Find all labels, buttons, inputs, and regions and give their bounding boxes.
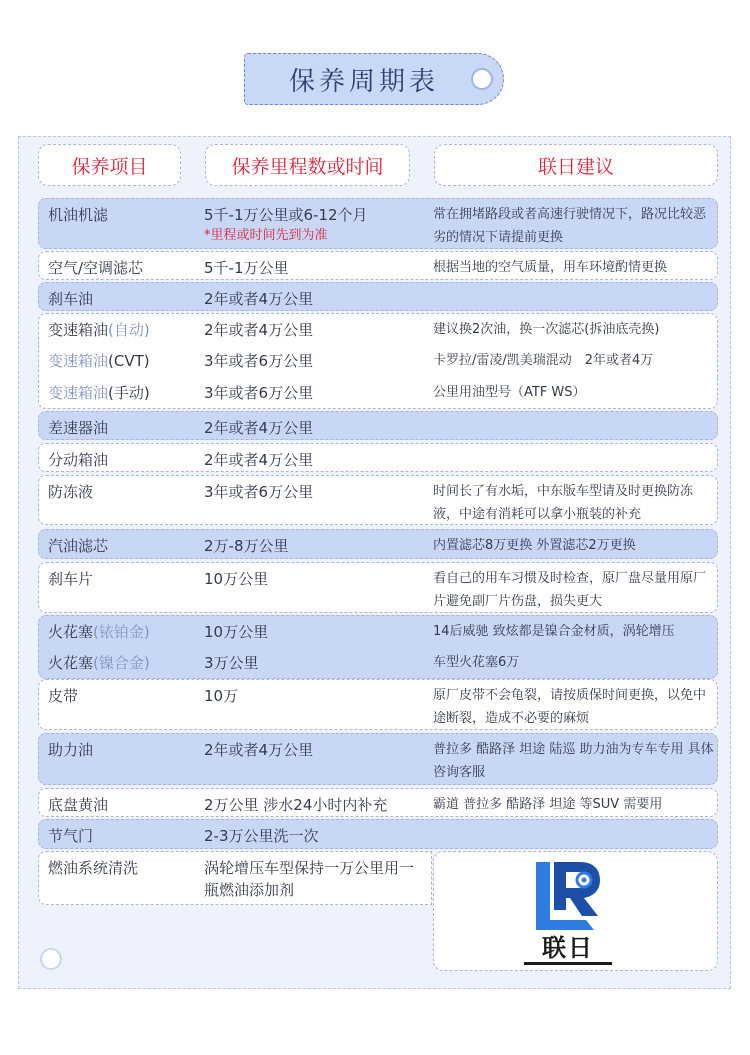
item-cell: 节气门 xyxy=(48,827,94,845)
page-title: 保养周期表 xyxy=(288,66,439,97)
advice-cell: 普拉多 酷路泽 坦途 陆巡 助力油为专车专用 具体咨询客服 xyxy=(433,742,714,780)
item-cell: 变速箱油(手动) xyxy=(48,384,150,402)
item-cell: 空气/空调滤芯 xyxy=(48,259,144,277)
interval-cell: 10万公里 xyxy=(204,623,269,641)
interval-cell: 3年或者6万公里 xyxy=(204,483,314,501)
interval-cell: 2年或者4万公里 xyxy=(204,321,314,339)
item-cell: 变速箱油(自动) xyxy=(48,321,150,339)
interval-cell: 涡轮增压车型保持一万公里用一瓶燃油添加剂 xyxy=(204,859,415,899)
interval-note: *里程或时间先到为准 xyxy=(204,228,328,243)
item-cell: 燃油系统清洗 xyxy=(48,859,139,877)
brand-logo-icon xyxy=(528,858,608,934)
table-row xyxy=(38,679,718,730)
item-cell: 火花塞(铱铂金) xyxy=(48,623,150,641)
interval-cell: 10万公里 xyxy=(204,570,269,588)
table-row xyxy=(38,411,718,440)
item-cell: 汽油滤芯 xyxy=(48,537,109,555)
table-row xyxy=(38,443,718,472)
item-cell: 机油机滤 xyxy=(48,206,109,224)
interval-cell: 3年或者6万公里 xyxy=(204,384,314,402)
table-row xyxy=(38,313,718,345)
advice-cell: 时间长了有水垢，中东版车型请及时更换防冻液，中途有消耗可以拿小瓶装的补充 xyxy=(433,484,694,522)
advice-cell: 根据当地的空气质量，用车环境酌情更换 xyxy=(433,260,668,275)
advice-cell: 霸道 普拉多 酷路泽 坦途 等SUV 需要用 xyxy=(433,797,663,812)
interval-cell: 2年或者4万公里 xyxy=(204,290,314,308)
table-row xyxy=(38,345,718,377)
interval-cell: 10万 xyxy=(204,687,239,705)
advice-cell: 14后威驰 致炫都是镍合金材质，涡轮增压 xyxy=(433,624,675,639)
table-row xyxy=(38,251,718,280)
table-row xyxy=(38,819,718,849)
item-cell: 防冻液 xyxy=(48,483,94,501)
item-cell: 火花塞(镍合金) xyxy=(48,654,150,672)
item-cell: 助力油 xyxy=(48,741,94,759)
item-cell: 差速器油 xyxy=(48,419,109,437)
title-banner xyxy=(244,53,504,105)
advice-cell: 车型火花塞6万 xyxy=(433,655,520,670)
item-cell: 皮带 xyxy=(48,687,79,705)
interval-cell: 5千-1万公里 xyxy=(204,259,289,277)
interval-cell: 3万公里 xyxy=(204,654,259,672)
table-row xyxy=(38,788,718,817)
interval-cell: 5千-1万公里或6-12个月 *里程或时间先到为准 xyxy=(204,204,429,246)
interval-cell: 2万-8万公里 xyxy=(204,537,289,555)
advice-cell: 卡罗拉/雷凌/凯美瑞混动 2年或者4万 xyxy=(433,353,654,368)
table-row xyxy=(38,529,718,559)
advice-cell: 公里用油型号（ATF WS） xyxy=(433,385,586,400)
advice-cell: 常在拥堵路段或者高速行驶情况下，路况比较恶劣的情况下请提前更换 xyxy=(433,207,707,245)
item-cell: 分动箱油 xyxy=(48,451,109,469)
table-row xyxy=(38,475,718,525)
advice-cell: 原厂皮带不会龟裂，请按质保时间更换，以免中途断裂，造成不必要的麻烦 xyxy=(433,688,707,726)
table-row xyxy=(38,733,718,785)
table-row xyxy=(38,198,718,249)
item-cell: 刹车片 xyxy=(48,570,94,588)
advice-cell: 建议换2次油，换一次滤芯(拆油底壳换) xyxy=(433,322,660,337)
item-cell: 刹车油 xyxy=(48,290,94,308)
table-row xyxy=(38,562,718,613)
table-row xyxy=(38,615,718,647)
table-row xyxy=(38,282,718,311)
interval-cell: 2-3万公里洗一次 xyxy=(204,827,319,845)
logo-text: 联日 xyxy=(524,934,612,965)
table-row xyxy=(38,377,718,409)
table-row xyxy=(38,851,432,905)
interval-cell: 2万公里 涉水24小时内补充 xyxy=(204,796,388,814)
interval-cell: 2年或者4万公里 xyxy=(204,451,314,469)
interval-cell: 2年或者4万公里 xyxy=(204,741,314,759)
decorative-dot xyxy=(40,948,62,970)
decorative-dot xyxy=(471,68,493,90)
header-item: 保养项目 xyxy=(38,144,181,186)
item-cell: 底盘黄油 xyxy=(48,796,109,814)
advice-cell: 看自己的用车习惯及时检查，原厂盘尽量用原厂片避免副厂片伤盘，损失更大 xyxy=(433,571,707,609)
interval-cell: 2年或者4万公里 xyxy=(204,419,314,437)
item-cell: 变速箱油(CVT) xyxy=(48,352,150,370)
header-advice: 联日建议 xyxy=(434,144,718,186)
header-interval: 保养里程数或时间 xyxy=(205,144,410,186)
advice-cell: 内置滤芯8万更换 外置滤芯2万更换 xyxy=(433,538,636,553)
table-row xyxy=(38,647,718,679)
interval-cell: 3年或者6万公里 xyxy=(204,352,314,370)
logo-box xyxy=(433,851,718,971)
